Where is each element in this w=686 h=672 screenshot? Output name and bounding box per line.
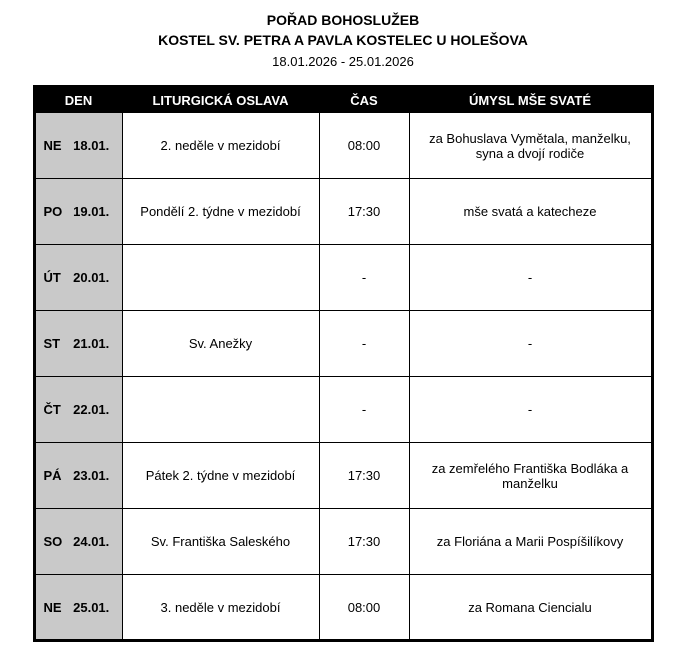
table-row bbox=[34, 575, 652, 641]
date-label: 23.01. bbox=[73, 468, 110, 484]
table-row bbox=[34, 509, 652, 575]
date-label: 22.01. bbox=[73, 402, 110, 418]
day-label: ÚT bbox=[43, 270, 61, 286]
schedule-table bbox=[33, 85, 654, 642]
celebration-cell: 3. neděle v mezidobí bbox=[122, 575, 319, 641]
celebration-cell: Sv. Anežky bbox=[122, 311, 319, 377]
day-cell bbox=[34, 245, 122, 311]
day-label: ČT bbox=[43, 402, 61, 418]
table-row bbox=[34, 245, 652, 311]
table-row bbox=[34, 179, 652, 245]
schedule-table-body bbox=[34, 113, 652, 641]
page-subtitle: KOSTEL SV. PETRA A PAVLA KOSTELEC U HOLEŠOVA bbox=[158, 32, 528, 49]
time-cell: 17:30 bbox=[319, 443, 409, 509]
time-cell: - bbox=[319, 311, 409, 377]
day-cell bbox=[34, 575, 122, 641]
time-cell: 08:00 bbox=[319, 575, 409, 641]
date-label: 18.01. bbox=[73, 138, 110, 154]
celebration-cell bbox=[122, 245, 319, 311]
time-cell: 17:30 bbox=[319, 179, 409, 245]
date-label: 25.01. bbox=[73, 599, 110, 615]
column-header: LITURGICKÁ OSLAVA bbox=[122, 87, 319, 113]
day-cell bbox=[34, 113, 122, 179]
date-label: 21.01. bbox=[73, 336, 110, 352]
date-range: 18.01.2026 - 25.01.2026 bbox=[272, 53, 414, 69]
celebration-cell: Pátek 2. týdne v mezidobí bbox=[122, 443, 319, 509]
date-label: 19.01. bbox=[73, 204, 110, 220]
table-row bbox=[34, 443, 652, 509]
page-title: POŘAD BOHOSLUŽEB bbox=[266, 12, 420, 28]
time-cell: - bbox=[319, 245, 409, 311]
document-header bbox=[0, 10, 686, 71]
day-label: NE bbox=[43, 138, 62, 154]
date-label: 24.01. bbox=[73, 534, 110, 550]
day-label: ST bbox=[43, 336, 61, 352]
celebration-cell bbox=[122, 377, 319, 443]
column-header: DEN bbox=[34, 87, 122, 113]
date-label: 20.01. bbox=[73, 270, 110, 286]
column-header: ÚMYSL MŠE SVATÉ bbox=[409, 87, 652, 113]
intention-cell: za Floriána a Marii Pospíšilíkovy bbox=[409, 509, 652, 575]
intention-cell: - bbox=[409, 245, 652, 311]
table-row bbox=[34, 311, 652, 377]
table-header-row bbox=[34, 87, 652, 113]
celebration-cell: Sv. Františka Saleského bbox=[122, 509, 319, 575]
celebration-cell: 2. neděle v mezidobí bbox=[122, 113, 319, 179]
day-cell bbox=[34, 377, 122, 443]
table-row bbox=[34, 377, 652, 443]
intention-cell: mše svatá a katecheze bbox=[409, 179, 652, 245]
table-row bbox=[34, 113, 652, 179]
intention-cell: za zemřelého Františka Bodláka a manželku bbox=[409, 443, 652, 509]
intention-cell: za Romana Ciencialu bbox=[409, 575, 652, 641]
day-label: PÁ bbox=[43, 468, 62, 484]
intention-cell: - bbox=[409, 311, 652, 377]
day-label: SO bbox=[43, 534, 63, 550]
celebration-cell: Pondělí 2. týdne v mezidobí bbox=[122, 179, 319, 245]
day-cell bbox=[34, 311, 122, 377]
day-cell bbox=[34, 443, 122, 509]
day-cell bbox=[34, 179, 122, 245]
day-label: PO bbox=[43, 204, 63, 220]
intention-cell: - bbox=[409, 377, 652, 443]
intention-cell: za Bohuslava Vymětala, manželku, syna a dvojí rodiče bbox=[409, 113, 652, 179]
time-cell: 08:00 bbox=[319, 113, 409, 179]
day-label: NE bbox=[43, 599, 62, 615]
time-cell: 17:30 bbox=[319, 509, 409, 575]
day-cell bbox=[34, 509, 122, 575]
time-cell: - bbox=[319, 377, 409, 443]
column-header: ČAS bbox=[319, 87, 409, 113]
